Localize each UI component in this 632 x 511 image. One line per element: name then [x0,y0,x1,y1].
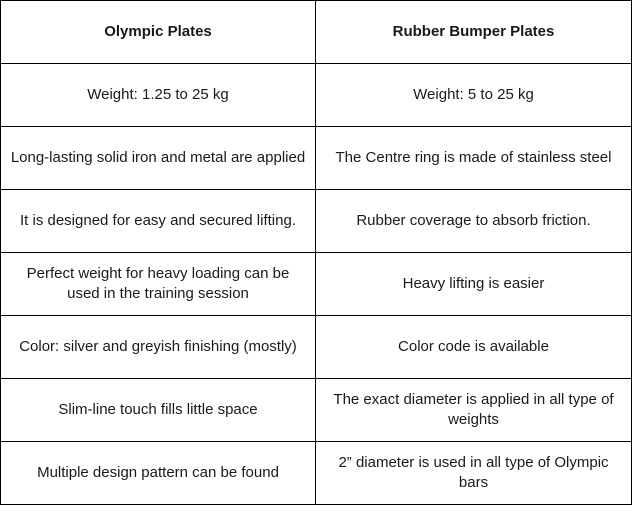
table-row [1,190,632,253]
table-row [1,379,632,442]
table-row [1,253,632,316]
table-cell: Weight: 1.25 to 25 kg [1,64,316,127]
header-rubber-bumper-plates: Rubber Bumper Plates [316,1,632,64]
table-cell: Color: silver and greyish finishing (mostly) [1,316,316,379]
header-olympic-plates: Olympic Plates [1,1,316,64]
table-cell: Rubber coverage to absorb friction. [316,190,632,253]
table-row [1,127,632,190]
table-cell: Heavy lifting is easier [316,253,632,316]
table-cell: Multiple design pattern can be found [1,442,316,505]
table-cell: The exact diameter is applied in all type of weights [316,379,632,442]
table-cell: Weight: 5 to 25 kg [316,64,632,127]
table-cell: Perfect weight for heavy loading can be used in the training session [1,253,316,316]
table-cell: 2” diameter is used in all type of Olympic bars [316,442,632,505]
table-row [1,316,632,379]
table-cell: Color code is available [316,316,632,379]
table-header-row [1,1,632,64]
table-cell: Slim-line touch fills little space [1,379,316,442]
table-cell: Long-lasting solid iron and metal are applied [1,127,316,190]
table-row [1,442,632,505]
table-row [1,64,632,127]
table-cell: It is designed for easy and secured lifting. [1,190,316,253]
table-cell: The Centre ring is made of stainless steel [316,127,632,190]
